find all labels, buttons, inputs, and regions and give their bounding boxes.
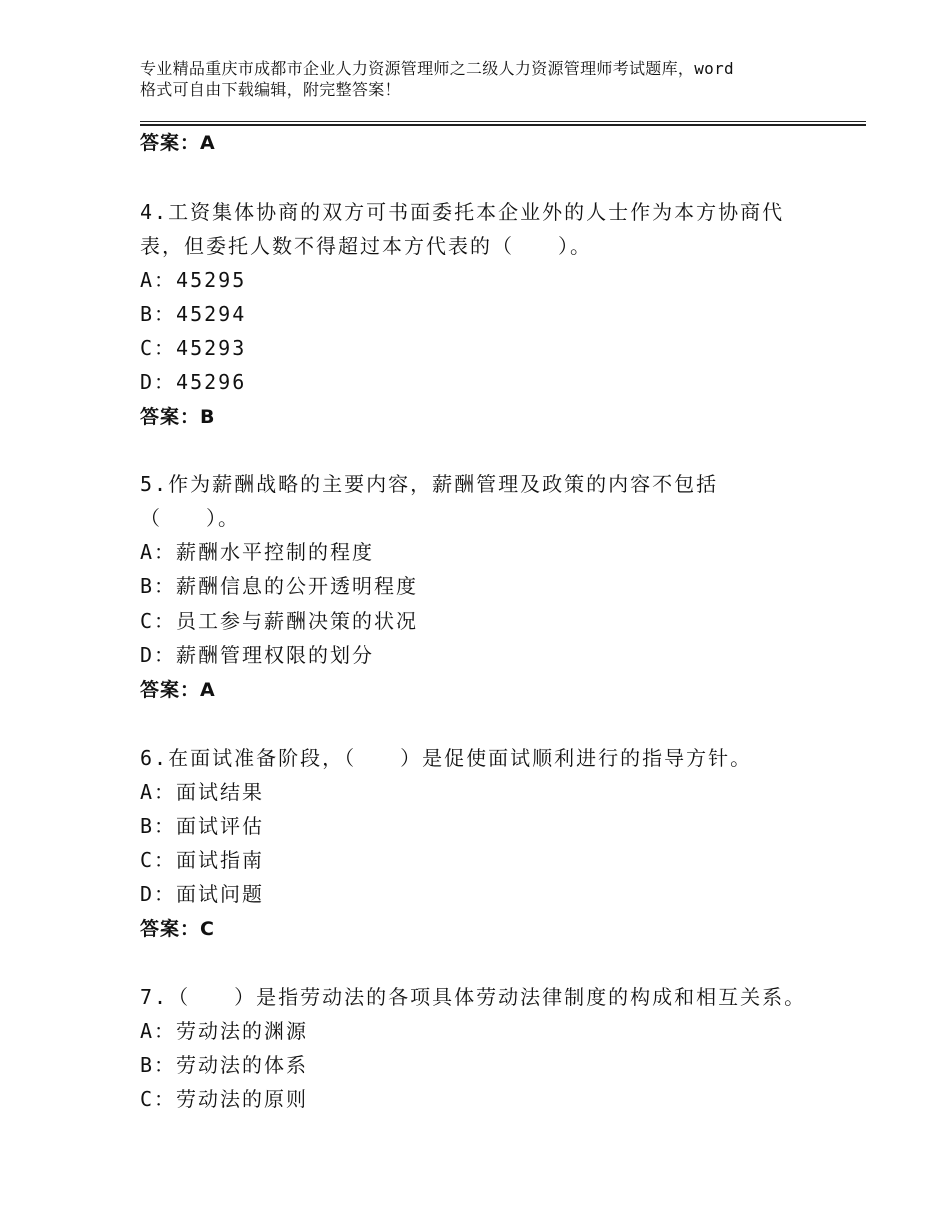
answer: 答案：C — [140, 918, 215, 940]
header-line-2: 格式可自由下载编辑，附完整答案！ — [140, 80, 401, 99]
option-c: C：员工参与薪酬决策的状况 — [140, 609, 419, 633]
option-b: B：45294 — [140, 302, 247, 326]
option-a: A：薪酬水平控制的程度 — [140, 540, 375, 564]
question-stem-line: 4.工资集体协商的双方可书面委托本企业外的人士作为本方协商代 — [140, 200, 785, 224]
option-b: B：薪酬信息的公开透明程度 — [140, 574, 419, 598]
answer: 答案：A — [140, 679, 216, 701]
option-d: D：45296 — [140, 370, 247, 394]
question-stem-line: 表，但委托人数不得超过本方代表的（ ）。 — [140, 234, 592, 258]
header-divider-thin — [140, 121, 866, 122]
answer: 答案：B — [140, 406, 216, 428]
option-d: D：薪酬管理权限的划分 — [140, 643, 375, 667]
option-d: D：面试问题 — [140, 882, 265, 906]
header-divider-thick — [140, 124, 866, 126]
option-a: A：面试结果 — [140, 780, 265, 804]
option-c: C：面试指南 — [140, 848, 265, 872]
option-a: A：劳动法的渊源 — [140, 1019, 309, 1043]
option-c: C：45293 — [140, 336, 247, 360]
question-stem-line: 6.在面试准备阶段，（ ）是促使面试顺利进行的指导方针。 — [140, 746, 753, 770]
question-stem-line: （ ）。 — [140, 506, 240, 530]
option-b: B：面试评估 — [140, 814, 265, 838]
previous-answer: 答案：A — [140, 132, 216, 154]
option-a: A：45295 — [140, 268, 247, 292]
question-stem-line: 7.（ ）是指劳动法的各项具体劳动法律制度的构成和相互关系。 — [140, 985, 807, 1009]
document-header — [140, 58, 840, 100]
option-c: C：劳动法的原则 — [140, 1087, 309, 1111]
header-line-1: 专业精品重庆市成都市企业人力资源管理师之二级人力资源管理师考试题库，word — [140, 59, 734, 78]
question-stem-line: 5.作为薪酬战略的主要内容，薪酬管理及政策的内容不包括 — [140, 472, 719, 496]
option-b: B：劳动法的体系 — [140, 1053, 309, 1077]
